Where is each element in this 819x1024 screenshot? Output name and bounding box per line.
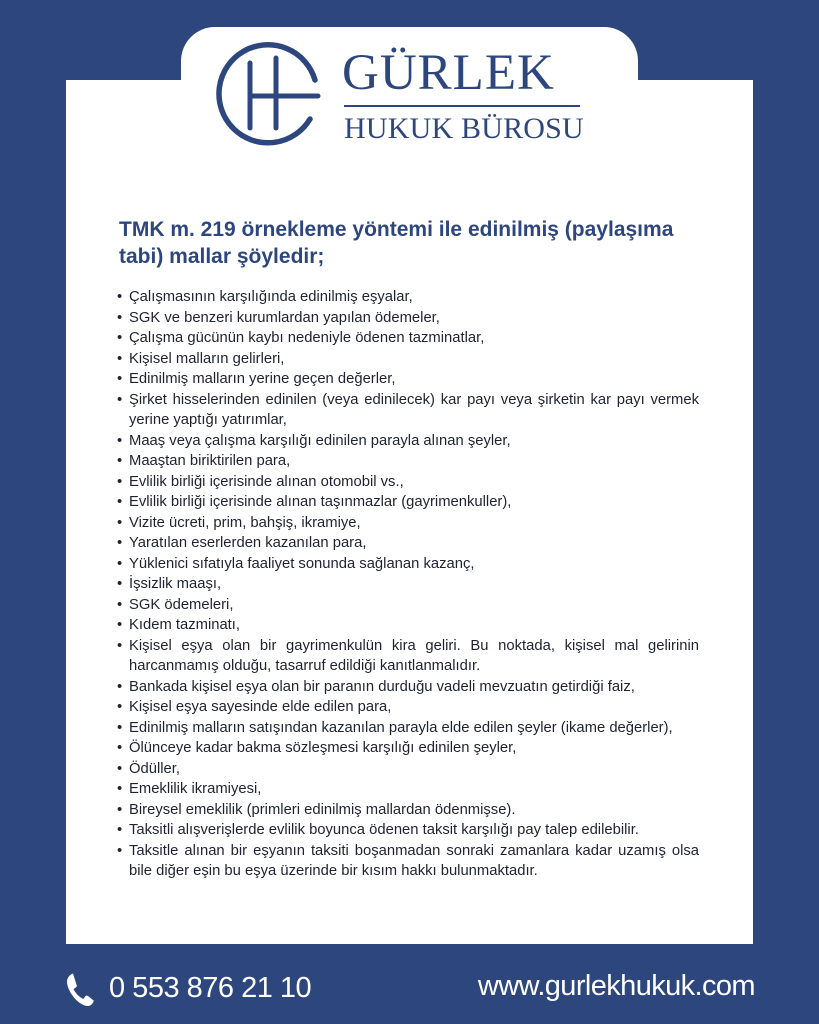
- list-item-text: İşsizlik maaşı,: [129, 576, 222, 592]
- list-item: [114, 595, 699, 616]
- list-item-text: Emeklilik ikramiyesi,: [129, 781, 262, 797]
- bullet-icon: •: [117, 781, 123, 797]
- list-item-text: Ödüller,: [129, 760, 180, 777]
- list-item-text: Taksitle alınan bir eşyanın taksiti boşanmadan sonraki zamanlara kadar uzamış olsa bile diğer eşin bu eşya üzerinde bir kısım hakkı bulunmaktadır.: [129, 842, 699, 879]
- list-item-text: Yüklenici sıfatıyla faaliyet sonunda sağlanan kazanç,: [129, 555, 475, 572]
- list-item: [114, 492, 699, 513]
- bullet-icon: •: [117, 719, 123, 736]
- list-item: [114, 308, 699, 329]
- list-item-text: Kişisel eşya olan bir gayrimenkulün kira geliri. Bu noktada, kişisel mal gelirinin harcanmamış olduğu, tasarruf edildiği kanıtlanmalıdır.: [129, 637, 699, 674]
- brand-subtitle: HUKUK BÜROSU: [344, 112, 584, 145]
- list-item: [114, 636, 699, 677]
- list-item-text: SGK ödemeleri,: [129, 596, 234, 613]
- bullet-icon: •: [117, 699, 123, 715]
- list-item: [114, 431, 699, 452]
- bullet-icon: •: [117, 432, 123, 449]
- list-item-text: Bireysel emeklilik (primleri edinilmiş mallardan ödenmişse).: [129, 801, 516, 818]
- list-item-text: Çalışma gücünün kaybı nedeniyle ödenen tazminatlar,: [129, 330, 485, 346]
- phone-contact[interactable]: [62, 968, 311, 1008]
- bullet-icon: •: [117, 514, 123, 531]
- list-item-text: Bankada kişisel eşya olan bir paranın durduğu vadeli mevzuatın getirdiği faiz,: [129, 678, 635, 695]
- list-item: [114, 574, 699, 595]
- list-item: [114, 349, 699, 370]
- bullet-icon: •: [117, 473, 123, 490]
- list-item-text: Kıdem tazminatı,: [129, 617, 241, 633]
- bullet-icon: •: [117, 678, 123, 695]
- list-item: [114, 697, 699, 718]
- list-item: [114, 287, 699, 308]
- bullet-icon: •: [117, 801, 123, 818]
- list-item: [114, 718, 699, 739]
- bullet-icon: •: [117, 740, 123, 756]
- bullet-icon: •: [117, 617, 123, 633]
- list-item: [114, 820, 699, 841]
- list-item: [114, 800, 699, 821]
- brand-name: GÜRLEK: [342, 45, 555, 101]
- list-item: [114, 451, 699, 472]
- list-item-text: Kişisel eşya sayesinde elde edilen para,: [129, 699, 392, 715]
- list-item: [114, 759, 699, 780]
- list-item: [114, 779, 699, 800]
- list-item-text: Kişisel malların gelirleri,: [129, 350, 285, 367]
- bullet-icon: •: [117, 576, 123, 592]
- list-item-text: Edinilmiş malların yerine geçen değerler,: [129, 371, 396, 387]
- list-item: [114, 533, 699, 554]
- website-link[interactable]: www.gurlekhukuk.com: [477, 970, 755, 1002]
- footer: [0, 944, 819, 1024]
- bullet-icon: •: [117, 596, 123, 613]
- brand-divider: [344, 105, 580, 107]
- gurlek-monogram-icon: [214, 40, 324, 148]
- list-item-text: Çalışmasının karşılığında edinilmiş eşyalar,: [129, 289, 413, 305]
- list-item: [114, 369, 699, 390]
- bullet-icon: •: [117, 494, 123, 510]
- list-item: [114, 328, 699, 349]
- bullet-icon: •: [117, 822, 123, 838]
- list-item-text: SGK ve benzeri kurumlardan yapılan ödemeler,: [129, 309, 440, 326]
- phone-icon: [62, 970, 99, 1007]
- list-item-text: Vizite ücreti, prim, bahşiş, ikramiye,: [129, 514, 361, 531]
- page-title: TMK m. 219 örnekleme yöntemi ile edinilmiş (paylaşıma tabi) mallar şöyledir;: [119, 218, 674, 268]
- bullet-icon: •: [117, 637, 123, 654]
- list-item-text: Taksitli alışverişlerde evlilik boyunca ödenen taksit karşılığı pay talep edilebilir.: [129, 822, 639, 838]
- list-item: [114, 390, 699, 431]
- bullet-icon: •: [117, 760, 123, 777]
- bullet-icon: •: [117, 555, 123, 572]
- bullet-icon: •: [117, 842, 123, 859]
- list-item: [114, 615, 699, 636]
- list-item: [114, 738, 699, 759]
- bullet-icon: •: [117, 289, 123, 305]
- list-item-text: Maaş veya çalışma karşılığı edinilen parayla alınan şeyler,: [129, 432, 511, 449]
- list-item-text: Evlilik birliği içerisinde alınan taşınmazlar (gayrimenkuller),: [129, 494, 512, 510]
- bullet-icon: •: [117, 391, 123, 408]
- bullet-icon: •: [117, 350, 123, 367]
- list-item: [114, 472, 699, 493]
- bullet-icon: •: [117, 535, 123, 551]
- bullet-icon: •: [117, 309, 123, 326]
- list-item: [114, 677, 699, 698]
- brand-logo: [214, 40, 594, 148]
- bullet-icon: •: [117, 371, 123, 387]
- phone-number[interactable]: 0 553 876 21 10: [109, 971, 312, 1004]
- list-item-text: Ölünceye kadar bakma sözleşmesi karşılığı edinilen şeyler,: [129, 740, 517, 756]
- list-item-text: Yaratılan eserlerden kazanılan para,: [129, 535, 367, 551]
- list-item-text: Edinilmiş malların satışından kazanılan parayla elde edilen şeyler (ikame değerler),: [129, 719, 673, 736]
- list-item: [114, 841, 699, 882]
- list-item: [114, 513, 699, 534]
- list-item-text: Evlilik birliği içerisinde alınan otomobil vs.,: [129, 473, 404, 490]
- list-item-text: Maaştan biriktirilen para,: [129, 453, 291, 469]
- list-item-text: Şirket hisselerinden edinilen (veya edinilecek) kar payı veya şirketin kar payı vermek yerine yaptığı yatırımlar,: [129, 391, 699, 428]
- bullet-icon: •: [117, 453, 123, 469]
- bullet-icon: •: [117, 330, 123, 346]
- property-list: [114, 287, 699, 882]
- list-item: [114, 554, 699, 575]
